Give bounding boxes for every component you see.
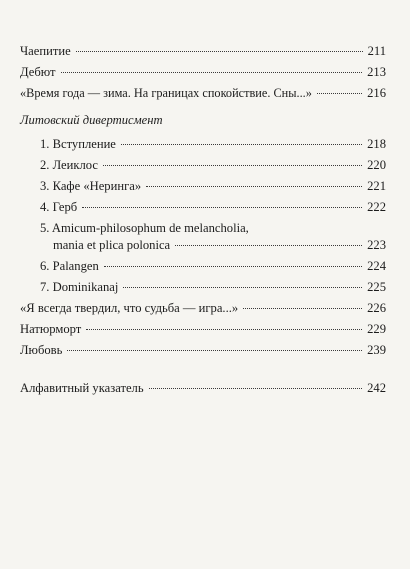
dot-leader <box>123 287 362 288</box>
dot-leader <box>243 308 362 309</box>
toc-entry-title: 3. Кафе «Неринга» <box>40 179 142 193</box>
toc-entry-title: Алфавитный указатель <box>20 381 144 395</box>
toc-entry-amicum-line1[interactable]: 5. Amicum-philosophum de melancholia, <box>40 221 249 235</box>
toc-entry-title: Дебют <box>20 65 56 79</box>
toc-entry-page: 222 <box>367 200 386 214</box>
dot-leader <box>76 51 363 52</box>
toc-entry-page: 223 <box>367 238 386 252</box>
toc-entry-page: 216 <box>367 86 386 100</box>
dot-leader <box>317 93 362 94</box>
toc-entry-title: 2. Леиклос <box>40 158 98 172</box>
toc-entry-chaepitie[interactable] <box>20 43 386 59</box>
toc-entry-title: mania et plica polonica <box>53 238 171 252</box>
toc-entry-lyubov[interactable] <box>20 342 386 358</box>
toc-entry-title: 4. Герб <box>40 200 78 214</box>
toc-entry-sudba-igra[interactable] <box>20 300 386 316</box>
toc-entry-page: 225 <box>367 280 386 294</box>
toc-entry-page: 226 <box>367 301 386 315</box>
dot-leader <box>61 72 363 73</box>
toc-entry-natyurmort[interactable] <box>20 321 386 337</box>
toc-entry-page: 211 <box>367 44 386 58</box>
toc-entry-debut[interactable] <box>20 64 386 80</box>
toc-entry-page: 220 <box>367 158 386 172</box>
toc-entry-page: 229 <box>367 322 386 336</box>
toc-entry-title: «Я всегда твердил, что судьба — игра...» <box>20 301 239 315</box>
dot-leader <box>86 329 362 330</box>
dot-leader <box>121 144 362 145</box>
toc-entry-page: 224 <box>367 259 386 273</box>
dot-leader <box>82 207 362 208</box>
dot-leader <box>146 186 362 187</box>
toc-entry-gerb[interactable] <box>40 199 386 215</box>
toc-entry-vstuplenie[interactable] <box>40 136 386 152</box>
toc-entry-page: 213 <box>367 65 386 79</box>
toc-entry-palangen[interactable] <box>40 258 386 274</box>
dot-leader <box>67 350 362 351</box>
dot-leader <box>175 245 362 246</box>
toc-entry-page: 221 <box>367 179 386 193</box>
toc-entry-page: 218 <box>367 137 386 151</box>
toc-entry-title: 1. Вступление <box>40 137 116 151</box>
toc-entry-kafe-neringa[interactable] <box>40 178 386 194</box>
toc-entry-alphabetical-index[interactable] <box>20 380 386 396</box>
dot-leader <box>103 165 362 166</box>
toc-entry-title: Чаепитие <box>20 44 71 58</box>
toc-entry-vremya-goda[interactable] <box>20 85 386 101</box>
toc-entry-title: «Время года — зима. На границах спокойствие. Сны...» <box>20 86 312 100</box>
dot-leader <box>149 388 363 389</box>
dot-leader <box>104 266 362 267</box>
toc-entry-page: 242 <box>367 381 386 395</box>
toc-entry-title: 6. Palangen <box>40 259 99 273</box>
toc-entry-amicum[interactable] <box>40 237 386 253</box>
toc-entry-title: Любовь <box>20 343 63 357</box>
toc-entry-title: Натюрморт <box>20 322 82 336</box>
toc-entry-leiklos[interactable] <box>40 157 386 173</box>
toc-entry-title: 7. Dominikanaj <box>40 280 119 294</box>
section-heading: Литовский дивертисмент <box>20 113 163 127</box>
toc-entry-dominikanaj[interactable] <box>40 279 386 295</box>
toc-entry-page: 239 <box>367 343 386 357</box>
